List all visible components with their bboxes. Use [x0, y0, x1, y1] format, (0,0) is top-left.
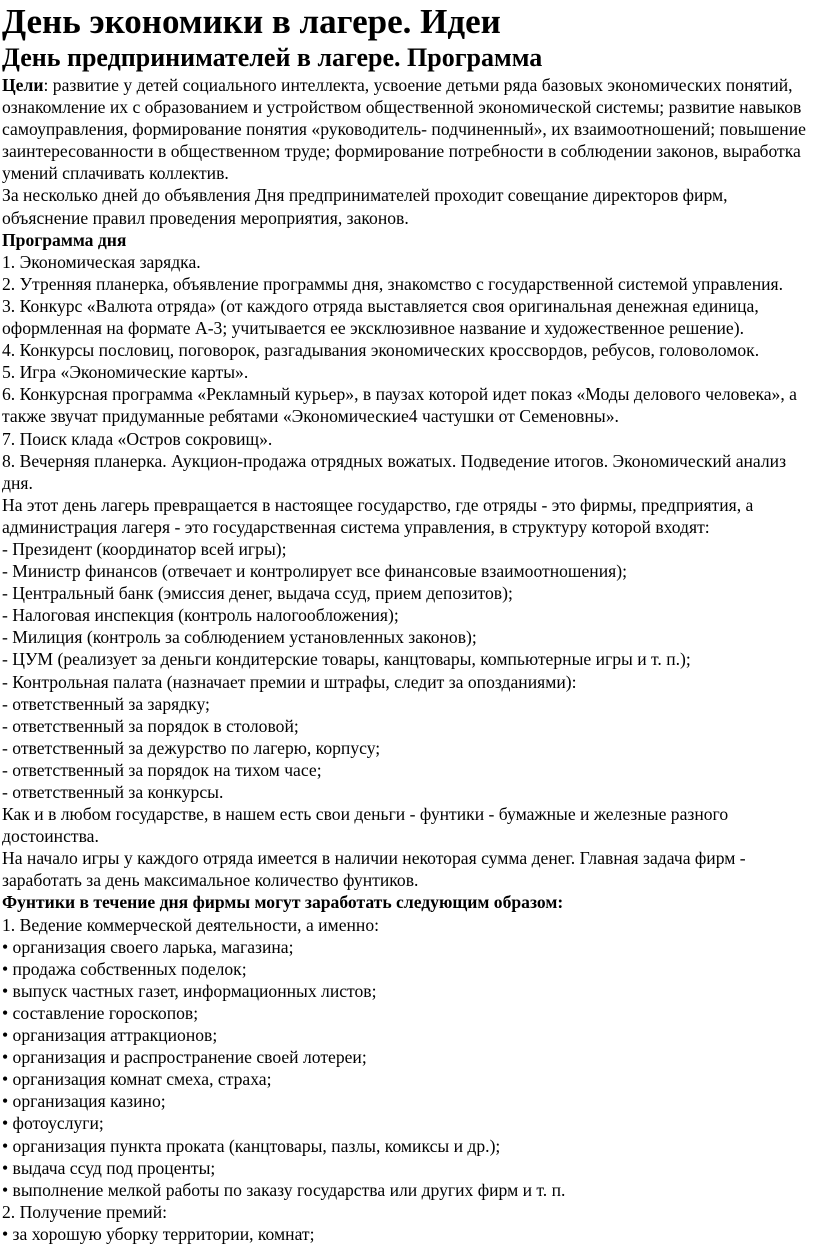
state-item: - Налоговая инспекция (контроль налогообложения);: [2, 605, 399, 626]
program-item: 3. Конкурс «Валюта отряда» (от каждого отряда выставляется своя оригинальная денежная единица, оформленная на формате А-3; учитывается ее эксклюзивное название и художественное решение).: [2, 295, 759, 339]
commerce-item: • организация аттракционов;: [2, 1025, 218, 1046]
program-item: 2. Утренняя планерка, объявление программы дня, знакомство с государственной системой управления.: [2, 273, 784, 294]
page-title: День экономики в лагере. Идеи: [2, 2, 501, 41]
commerce-item: • фотоуслуги;: [2, 1113, 104, 1134]
commerce-item: • организация своего ларька, магазина;: [2, 936, 294, 957]
state-item: - ЦУМ (реализует за деньги кондитерские товары, канцтовары, компьютерные игры и т. п.);: [2, 649, 691, 670]
program-item: 6. Конкурсная программа «Рекламный курьер», в паузах которой идет показ «Моды делового человека», а также звучат придуманные ребятами «Экономические4 частушки от Семеновны».: [2, 384, 797, 427]
earn-item: 1. Ведение коммерческой деятельности, а именно:: [2, 914, 380, 935]
program-item: 5. Игра «Экономические карты».: [2, 362, 249, 383]
goals-text: : развитие у детей социального интеллекта, усвоение детьми ряда базовых экономических понятий, ознакомление их с образованием и устройством общественной экономической системы; развитие навыков самоуправления, формирование понятия «руководитель- подчиненный», их взаимоотношений; повышение заинтересованности в общественном труде; формирование потребности в соблюдении законов, выработка умений сплачивать коллектив.: [2, 75, 806, 184]
commerce-item: • организация казино;: [2, 1091, 166, 1112]
program-heading: Программа дня: [2, 229, 127, 250]
state-item: - Центральный банк (эмиссия денег, выдача ссуд, прием депозитов);: [2, 583, 513, 604]
program-item: 1. Экономическая зарядка.: [2, 251, 201, 272]
state-item: - ответственный за зарядку;: [2, 693, 210, 714]
goals-label: Цели: [2, 75, 44, 95]
state-item: - ответственный за порядок на тихом часе;: [2, 759, 322, 780]
state-item: - Милиция (контроль за соблюдением установленных законов);: [2, 627, 477, 648]
bonus-item: • за хорошую уборку территории, комнат;: [2, 1223, 315, 1244]
commerce-item: • организация и распространение своей лотереи;: [2, 1047, 367, 1068]
commerce-item: • выпуск частных газет, информационных листов;: [2, 980, 377, 1001]
state-item: - ответственный за порядок в столовой;: [2, 715, 299, 736]
commerce-item: • составление гороскопов;: [2, 1002, 199, 1023]
earn-item: 2. Получение премий:: [2, 1201, 168, 1222]
intro-paragraph: За несколько дней до объявления Дня предпринимателей проходит совещание директоров фирм, объяснение правил проведения мероприятия, законов.: [2, 185, 728, 228]
start-paragraph: На начало игры у каждого отряда имеется в наличии некоторая сумма денег. Главная задача фирм - заработать за день максимальное количество фунтиков.: [2, 848, 746, 891]
goals-paragraph: [2, 74, 816, 184]
program-item: 4. Конкурсы пословиц, поговорок, разгадывания экономических кроссвордов, ребусов, головоломок.: [2, 340, 760, 361]
program-item: 7. Поиск клада «Остров сокровищ».: [2, 428, 273, 449]
state-item: - Президент (координатор всей игры);: [2, 538, 287, 559]
commerce-item: • выполнение мелкой работы по заказу государства или других фирм и т. п.: [2, 1179, 566, 1200]
commerce-item: • выдача ссуд под проценты;: [2, 1157, 216, 1178]
state-intro: На этот день лагерь превращается в настоящее государство, где отряды - это фирмы, предприятия, а администрация лагеря - это государственная система управления, в структуру которой входят:: [2, 494, 754, 537]
page-subtitle: День предпринимателей в лагере. Программа: [2, 43, 543, 72]
state-item: - Министр финансов (отвечает и контролирует все финансовые взаимоотношения);: [2, 561, 627, 582]
state-item: - ответственный за дежурство по лагерю, корпусу;: [2, 737, 381, 758]
state-item: - Контрольная палата (назначает премии и штрафы, следит за опозданиями):: [2, 671, 577, 692]
commerce-item: • организация пункта проката (канцтовары, пазлы, комиксы и др.);: [2, 1135, 501, 1156]
money-paragraph: Как и в любом государстве, в нашем есть свои деньги - фунтики - бумажные и железные разного достоинства.: [2, 804, 729, 847]
program-item: 8. Вечерняя планерка. Аукцион-продажа отрядных вожатых. Подведение итогов. Экономический анализ дня.: [2, 450, 787, 493]
state-item: - ответственный за конкурсы.: [2, 782, 224, 802]
commerce-item: • организация комнат смеха, страха;: [2, 1069, 272, 1090]
commerce-item: • продажа собственных поделок;: [2, 958, 247, 979]
earn-heading: Фунтики в течение дня фирмы могут заработать следующим образом:: [2, 892, 564, 913]
